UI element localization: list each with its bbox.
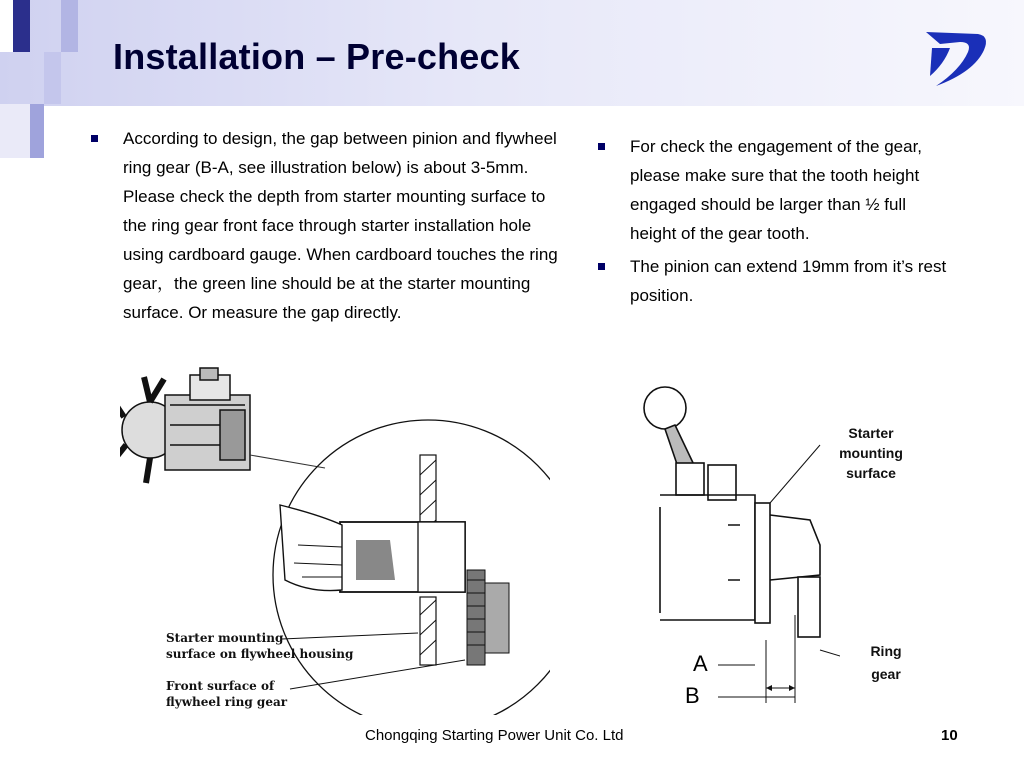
list-item [89,124,559,327]
deco-square-light [61,0,78,52]
right-text-column [596,132,956,314]
bullet-square-icon [598,263,605,270]
label-letter-a: A [693,651,708,676]
company-logo-icon [920,24,990,90]
label-line: Starter mounting [166,631,284,645]
label-ring-gear [856,640,916,686]
label-line: gear [871,666,901,682]
label-line: Ring [870,643,902,659]
label-line: flywheel ring gear [166,695,288,709]
bullet-square-icon [598,143,605,150]
bullet-square-icon [91,135,98,142]
label-line: surface [846,465,896,481]
engine-sketch [120,368,250,483]
deco-square-light [30,104,44,158]
starter-cross-section [640,385,840,705]
bullet-text: For check the engagement of the gear, please make sure that the tooth height engaged should be larger than ½ full height of the gear tooth. [630,137,923,243]
deco-square-light [0,104,30,158]
label-line: surface on flywheel housing [166,647,354,661]
bullet-text: According to design, the gap between pinion and flywheel ring gear (B-A, see illustration below) is about 3-5mm. Please check the depth from starter mounting surface to the ring gear front face through starter installation hole using cardboard gauge. When cardboard touches the ring gear，the green line should be at the starter mounting surface. Or measure the gap directly. [123,129,558,322]
label-line: Starter [848,425,894,441]
label-letter-b: B [685,683,700,708]
list-item [596,252,956,310]
deco-square-light [0,0,13,52]
label-line: Front surface of [166,679,275,693]
label-line: mounting [839,445,903,461]
page-number: 10 [941,727,958,744]
label-starter-mounting-surface [828,423,914,483]
label-starter-surface-housing [166,630,353,662]
footer-company: Chongqing Starting Power Unit Co. Ltd [365,727,624,744]
label-front-surface-ring-gear [166,678,287,710]
deco-square-light [44,52,61,104]
bullet-text: The pinion can extend 19mm from it’s rest position. [630,257,947,305]
left-text-column [89,124,559,331]
list-item [596,132,956,248]
deco-square-dark [13,0,30,52]
engine-illustration [120,365,550,715]
slide-title: Installation – Pre-check [113,36,520,77]
